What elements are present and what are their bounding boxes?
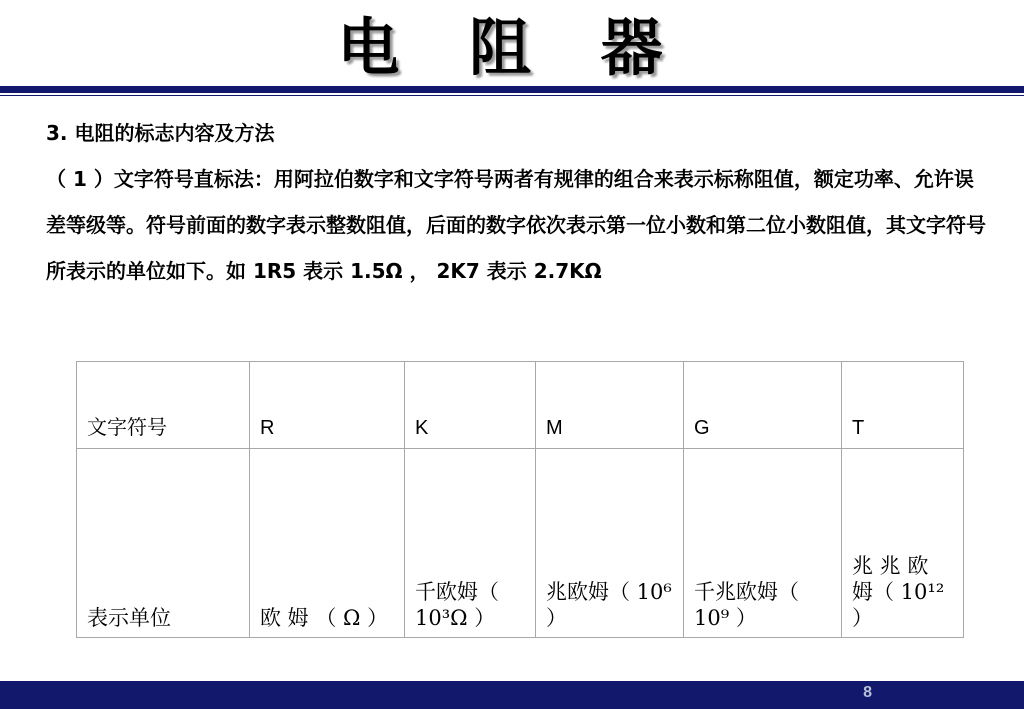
slide-body [46,110,986,294]
table-cell: K [405,362,536,449]
table-cell: 千欧姆（ 10³Ω ） [405,449,536,638]
table-cell: R [250,362,405,449]
title-underline [0,86,1024,93]
page-number: 8 [863,684,872,701]
table-cell: G [684,362,842,449]
table-row [77,362,964,449]
title-underline-thin [0,95,1024,96]
table-cell: T [842,362,964,449]
table-cell: 文字符号 [77,362,250,449]
table-cell: 千兆欧姆（ 10⁹ ） [684,449,842,638]
table-cell: 兆 兆 欧 姆（ 10¹² ） [842,449,964,638]
table-cell: M [536,362,684,449]
body-paragraph: （ 1 ）文字符号直标法：用阿拉伯数字和文字符号两者有规律的组合来表示标称阻值，额定功率、允许误差等级等。符号前面的数字表示整数阻值，后面的数字依次表示第一位小数和第二位小数阻值，其文字符号所表示的单位如下。如 1R5 表示 1.5Ω ， 2K7 表示 2.7KΩ [46,167,986,283]
slide-title: 电 阻 器 [337,11,687,84]
table-cell: 欧 姆 （ Ω ） [250,449,405,638]
table-cell: 表示单位 [77,449,250,638]
unit-table [76,361,963,630]
section-heading: 3. 电阻的标志内容及方法 [46,121,275,145]
table-cell: 兆欧姆（ 10⁶ ） [536,449,684,638]
table-row [77,449,964,638]
